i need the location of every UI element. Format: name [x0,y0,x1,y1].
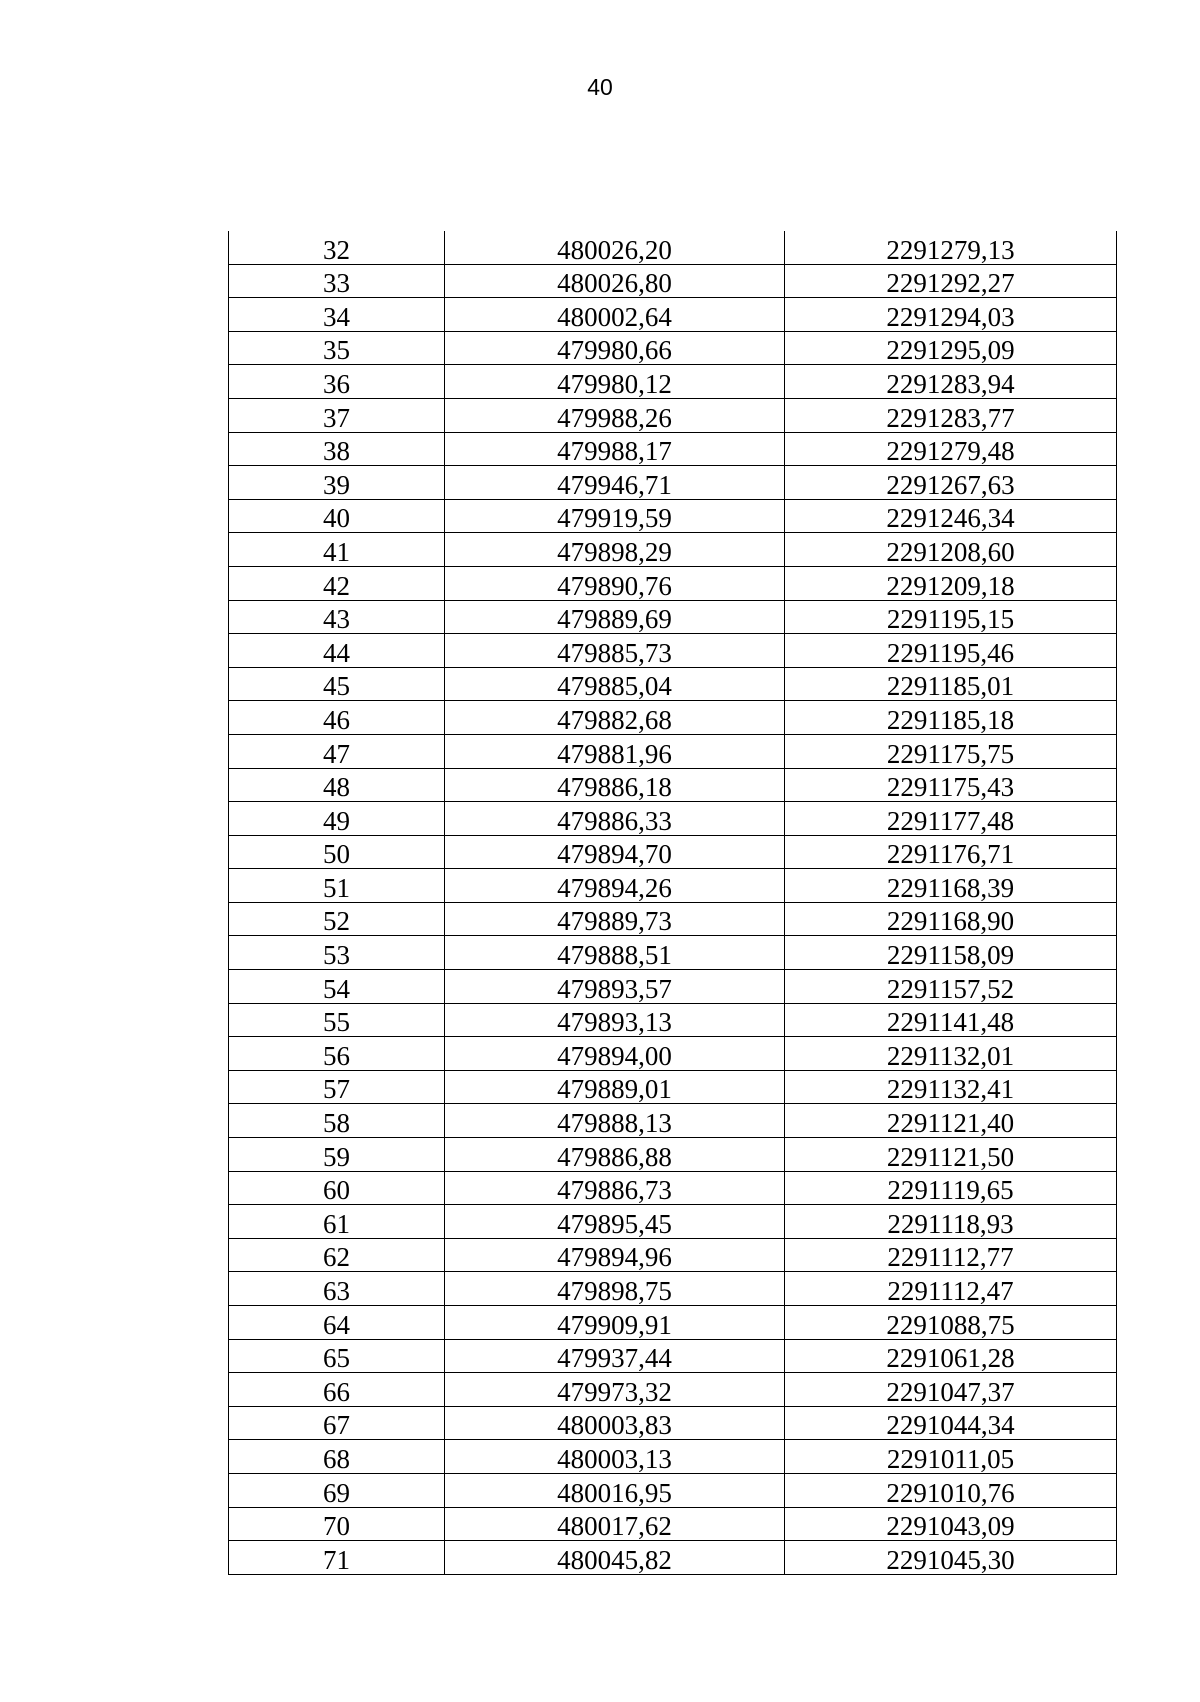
point-number-cell: 38 [229,432,445,466]
table-row [229,1037,1117,1071]
x-coordinate-cell: 479973,32 [445,1373,785,1407]
y-coordinate-cell: 2291283,77 [785,398,1117,432]
y-coordinate-cell: 2291141,48 [785,1003,1117,1037]
point-number-cell: 60 [229,1171,445,1205]
y-coordinate-cell: 2291121,40 [785,1104,1117,1138]
y-coordinate-cell: 2291279,48 [785,432,1117,466]
point-number-cell: 52 [229,902,445,936]
point-number-cell: 59 [229,1138,445,1172]
y-coordinate-cell: 2291061,28 [785,1339,1117,1373]
x-coordinate-cell: 480003,83 [445,1406,785,1440]
page-number: 40 [587,74,613,100]
table-row [229,398,1117,432]
x-coordinate-cell: 480045,82 [445,1541,785,1575]
point-number-cell: 35 [229,331,445,365]
x-coordinate-cell: 479888,13 [445,1104,785,1138]
table-row [229,1205,1117,1239]
point-number-cell: 49 [229,802,445,836]
table-row [229,869,1117,903]
point-number-cell: 44 [229,634,445,668]
y-coordinate-cell: 2291011,05 [785,1440,1117,1474]
point-number-cell: 65 [229,1339,445,1373]
x-coordinate-cell: 479886,73 [445,1171,785,1205]
y-coordinate-cell: 2291175,75 [785,734,1117,768]
x-coordinate-cell: 479895,45 [445,1205,785,1239]
x-coordinate-cell: 479889,73 [445,902,785,936]
x-coordinate-cell: 479886,18 [445,768,785,802]
table-row [229,499,1117,533]
point-number-cell: 46 [229,701,445,735]
x-coordinate-cell: 479893,57 [445,970,785,1004]
y-coordinate-cell: 2291168,90 [785,902,1117,936]
x-coordinate-cell: 479894,70 [445,835,785,869]
x-coordinate-cell: 479988,26 [445,398,785,432]
table-row [229,768,1117,802]
x-coordinate-cell: 479889,69 [445,600,785,634]
y-coordinate-cell: 2291157,52 [785,970,1117,1004]
table-row [229,1440,1117,1474]
table-row [229,365,1117,399]
table-row [229,1171,1117,1205]
point-number-cell: 34 [229,298,445,332]
table-row [229,802,1117,836]
table-row [229,264,1117,298]
point-number-cell: 47 [229,734,445,768]
point-number-cell: 32 [229,231,445,264]
table-row [229,231,1117,264]
y-coordinate-cell: 2291195,46 [785,634,1117,668]
point-number-cell: 33 [229,264,445,298]
x-coordinate-cell: 479946,71 [445,466,785,500]
y-coordinate-cell: 2291185,18 [785,701,1117,735]
table-row [229,1272,1117,1306]
point-number-cell: 51 [229,869,445,903]
point-number-cell: 69 [229,1473,445,1507]
table-row [229,970,1117,1004]
point-number-cell: 55 [229,1003,445,1037]
x-coordinate-cell: 479881,96 [445,734,785,768]
table-row [229,600,1117,634]
table-row [229,1138,1117,1172]
table-row [229,1339,1117,1373]
x-coordinate-cell: 480026,80 [445,264,785,298]
y-coordinate-cell: 2291279,13 [785,231,1117,264]
table-row [229,902,1117,936]
x-coordinate-cell: 479894,96 [445,1238,785,1272]
y-coordinate-cell: 2291246,34 [785,499,1117,533]
table-row [229,634,1117,668]
point-number-cell: 64 [229,1306,445,1340]
point-number-cell: 39 [229,466,445,500]
point-number-cell: 37 [229,398,445,432]
point-number-cell: 58 [229,1104,445,1138]
y-coordinate-cell: 2291010,76 [785,1473,1117,1507]
x-coordinate-cell: 479886,33 [445,802,785,836]
point-number-cell: 62 [229,1238,445,1272]
y-coordinate-cell: 2291112,47 [785,1272,1117,1306]
coordinates-table-body [229,231,1117,1574]
y-coordinate-cell: 2291047,37 [785,1373,1117,1407]
point-number-cell: 50 [229,835,445,869]
y-coordinate-cell: 2291119,65 [785,1171,1117,1205]
point-number-cell: 63 [229,1272,445,1306]
table-row [229,734,1117,768]
y-coordinate-cell: 2291088,75 [785,1306,1117,1340]
y-coordinate-cell: 2291267,63 [785,466,1117,500]
x-coordinate-cell: 479937,44 [445,1339,785,1373]
y-coordinate-cell: 2291195,15 [785,600,1117,634]
point-number-cell: 70 [229,1507,445,1541]
table-row [229,432,1117,466]
table-row [229,1473,1117,1507]
x-coordinate-cell: 480003,13 [445,1440,785,1474]
point-number-cell: 56 [229,1037,445,1071]
coordinates-table [228,231,1117,1575]
x-coordinate-cell: 479885,73 [445,634,785,668]
y-coordinate-cell: 2291177,48 [785,802,1117,836]
y-coordinate-cell: 2291294,03 [785,298,1117,332]
table-row [229,1507,1117,1541]
y-coordinate-cell: 2291295,09 [785,331,1117,365]
y-coordinate-cell: 2291176,71 [785,835,1117,869]
x-coordinate-cell: 480026,20 [445,231,785,264]
table-row [229,1406,1117,1440]
point-number-cell: 40 [229,499,445,533]
table-row [229,331,1117,365]
x-coordinate-cell: 479893,13 [445,1003,785,1037]
x-coordinate-cell: 479886,88 [445,1138,785,1172]
table-row [229,533,1117,567]
y-coordinate-cell: 2291283,94 [785,365,1117,399]
point-number-cell: 71 [229,1541,445,1575]
point-number-cell: 42 [229,566,445,600]
point-number-cell: 36 [229,365,445,399]
x-coordinate-cell: 480017,62 [445,1507,785,1541]
table-row [229,1306,1117,1340]
x-coordinate-cell: 479980,66 [445,331,785,365]
table-row [229,701,1117,735]
y-coordinate-cell: 2291175,43 [785,768,1117,802]
point-number-cell: 67 [229,1406,445,1440]
y-coordinate-cell: 2291132,01 [785,1037,1117,1071]
x-coordinate-cell: 479988,17 [445,432,785,466]
x-coordinate-cell: 479909,91 [445,1306,785,1340]
point-number-cell: 41 [229,533,445,567]
point-number-cell: 68 [229,1440,445,1474]
y-coordinate-cell: 2291292,27 [785,264,1117,298]
x-coordinate-cell: 479890,76 [445,566,785,600]
point-number-cell: 45 [229,667,445,701]
y-coordinate-cell: 2291112,77 [785,1238,1117,1272]
y-coordinate-cell: 2291121,50 [785,1138,1117,1172]
x-coordinate-cell: 480016,95 [445,1473,785,1507]
x-coordinate-cell: 479894,26 [445,869,785,903]
y-coordinate-cell: 2291185,01 [785,667,1117,701]
table-row [229,936,1117,970]
table-row [229,1541,1117,1575]
x-coordinate-cell: 479889,01 [445,1070,785,1104]
x-coordinate-cell: 480002,64 [445,298,785,332]
table-row [229,1373,1117,1407]
point-number-cell: 53 [229,936,445,970]
table-row [229,1104,1117,1138]
table-row [229,1238,1117,1272]
y-coordinate-cell: 2291132,41 [785,1070,1117,1104]
table-row [229,466,1117,500]
point-number-cell: 61 [229,1205,445,1239]
y-coordinate-cell: 2291045,30 [785,1541,1117,1575]
y-coordinate-cell: 2291158,09 [785,936,1117,970]
x-coordinate-cell: 479980,12 [445,365,785,399]
y-coordinate-cell: 2291168,39 [785,869,1117,903]
y-coordinate-cell: 2291043,09 [785,1507,1117,1541]
y-coordinate-cell: 2291208,60 [785,533,1117,567]
y-coordinate-cell: 2291209,18 [785,566,1117,600]
y-coordinate-cell: 2291044,34 [785,1406,1117,1440]
table-row [229,667,1117,701]
point-number-cell: 54 [229,970,445,1004]
y-coordinate-cell: 2291118,93 [785,1205,1117,1239]
point-number-cell: 66 [229,1373,445,1407]
table-row [229,1070,1117,1104]
table-row [229,566,1117,600]
table-row [229,1003,1117,1037]
x-coordinate-cell: 479894,00 [445,1037,785,1071]
x-coordinate-cell: 479888,51 [445,936,785,970]
x-coordinate-cell: 479885,04 [445,667,785,701]
x-coordinate-cell: 479882,68 [445,701,785,735]
point-number-cell: 43 [229,600,445,634]
table-row [229,835,1117,869]
point-number-cell: 57 [229,1070,445,1104]
x-coordinate-cell: 479898,29 [445,533,785,567]
x-coordinate-cell: 479919,59 [445,499,785,533]
x-coordinate-cell: 479898,75 [445,1272,785,1306]
table-row [229,298,1117,332]
point-number-cell: 48 [229,768,445,802]
